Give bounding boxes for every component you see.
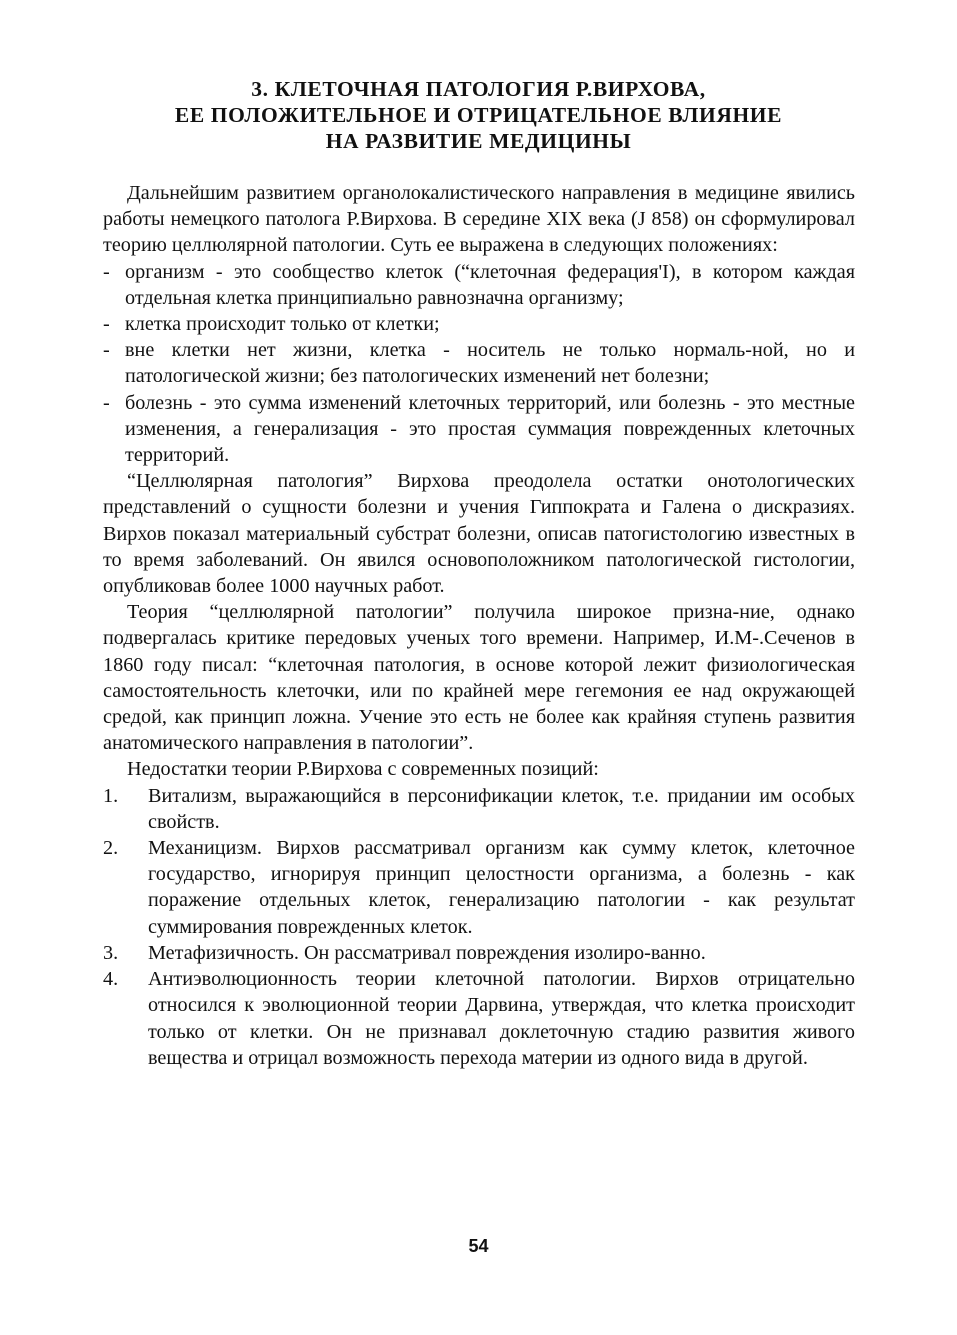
numbered-item-text: Метафизичность. Он рассматривал повреждения изолиро-ванно. (148, 941, 706, 964)
list-dash: - (103, 313, 110, 336)
numbered-item-text: Механицизм. Вирхов рассматривал организм как сумму клеток, клеточное государство, игнорируя принцип целостности организма, а болезнь - как поражение отдельных клеток, генерализацию патологии - как результат суммирования поврежденных клеток. (148, 837, 855, 938)
heading-line-1: 3. КЛЕТОЧНАЯ ПАТОЛОГИЯ Р.ВИРХОВА, (251, 77, 706, 101)
numbered-item-text: Антиэволюционность теории клеточной патологии. Вирхов отрицательно относился к эволюционной теории Дарвина, утверждая, что клетка происходит только от клетки. Он не признавал доклеточную стадию развития живого вещества и отрицал возможность перехода материи из одного вида в другой. (148, 968, 855, 1069)
page-number: 54 (468, 1236, 489, 1256)
heading-line-3: НА РАЗВИТИЕ МЕДИЦИНЫ (325, 129, 632, 153)
list-dash: - (103, 391, 110, 414)
list-item (103, 390, 855, 469)
paragraph-cellular-pathology: “Целлюлярная патология” Вирхова преодолела остатки онотологических представлений о сущности болезни и учения Гиппократа и Галена о дискразиях. Вирхов показал материальный субстрат болезни, описав патогистологию известных в то время заболеваний. Он явился основоположником патологической гистологии, опубликовав более 1000 научных работ. (103, 470, 855, 598)
list-item-text: организм - это сообщество клеток (“клеточная федерация'I), в котором каждая отдельная клетка принципиально равнозначна организму; (125, 260, 855, 309)
item-number: 3. (103, 941, 119, 964)
list-item (103, 259, 855, 311)
numbered-item (103, 966, 855, 1071)
list-item-text: клетка происходит только от клетки; (125, 313, 440, 336)
item-number: 1. (103, 784, 119, 807)
body-text (103, 180, 855, 1071)
item-number: 2. (103, 837, 119, 860)
intro-paragraph: Дальнейшим развитием органолокалистического направления в медицине явились работы немецкого патолога Р.Вирхова. В середине XIX века (J 858) он сформулировал теорию целлюлярной патологии. Суть ее выражена в следующих положениях: (103, 182, 855, 257)
numbered-item (103, 940, 855, 966)
chapter-heading (100, 76, 857, 154)
paragraph-criticism: Теория “целлюлярной патологии” получила широкое призна-ние, однако подвергалась критике передовых ученых того времени. Например, И.М-.Сеченов в 1860 году писал: “клеточная патология, в основе которой лежит физиологическая самостоятельность клеточки, или по крайней мере гегемония ее над окружающей средой, как принцип ложна. Учение это есть не более как крайняя ступень развития анатомического направления в патологии”. (103, 601, 855, 755)
paragraph-shortcomings-intro: Недостатки теории Р.Вирхова с современных позиций: (127, 758, 599, 781)
list-dash: - (103, 339, 110, 362)
list-dash: - (103, 260, 110, 283)
item-number: 4. (103, 968, 119, 991)
numbered-item-text: Витализм, выражающийся в персонификации клеток, т.е. придании им особых свойств. (148, 784, 855, 833)
list-item-text: вне клетки нет жизни, клетка - носитель не только нормаль-ной, но и патологической жизни; без патологических изменений нет болезни; (125, 339, 855, 388)
list-item (103, 337, 855, 389)
list-item-text: болезнь - это сумма изменений клеточных территорий, или болезнь - это местные изменения, а генерализация - это простая суммация поврежденных клеточных территорий. (125, 391, 855, 467)
numbered-item (103, 835, 855, 940)
numbered-item (103, 783, 855, 835)
heading-line-2: ЕЕ ПОЛОЖИТЕЛЬНОЕ И ОТРИЦАТЕЛЬНОЕ ВЛИЯНИЕ (174, 103, 783, 127)
list-item (103, 311, 855, 337)
